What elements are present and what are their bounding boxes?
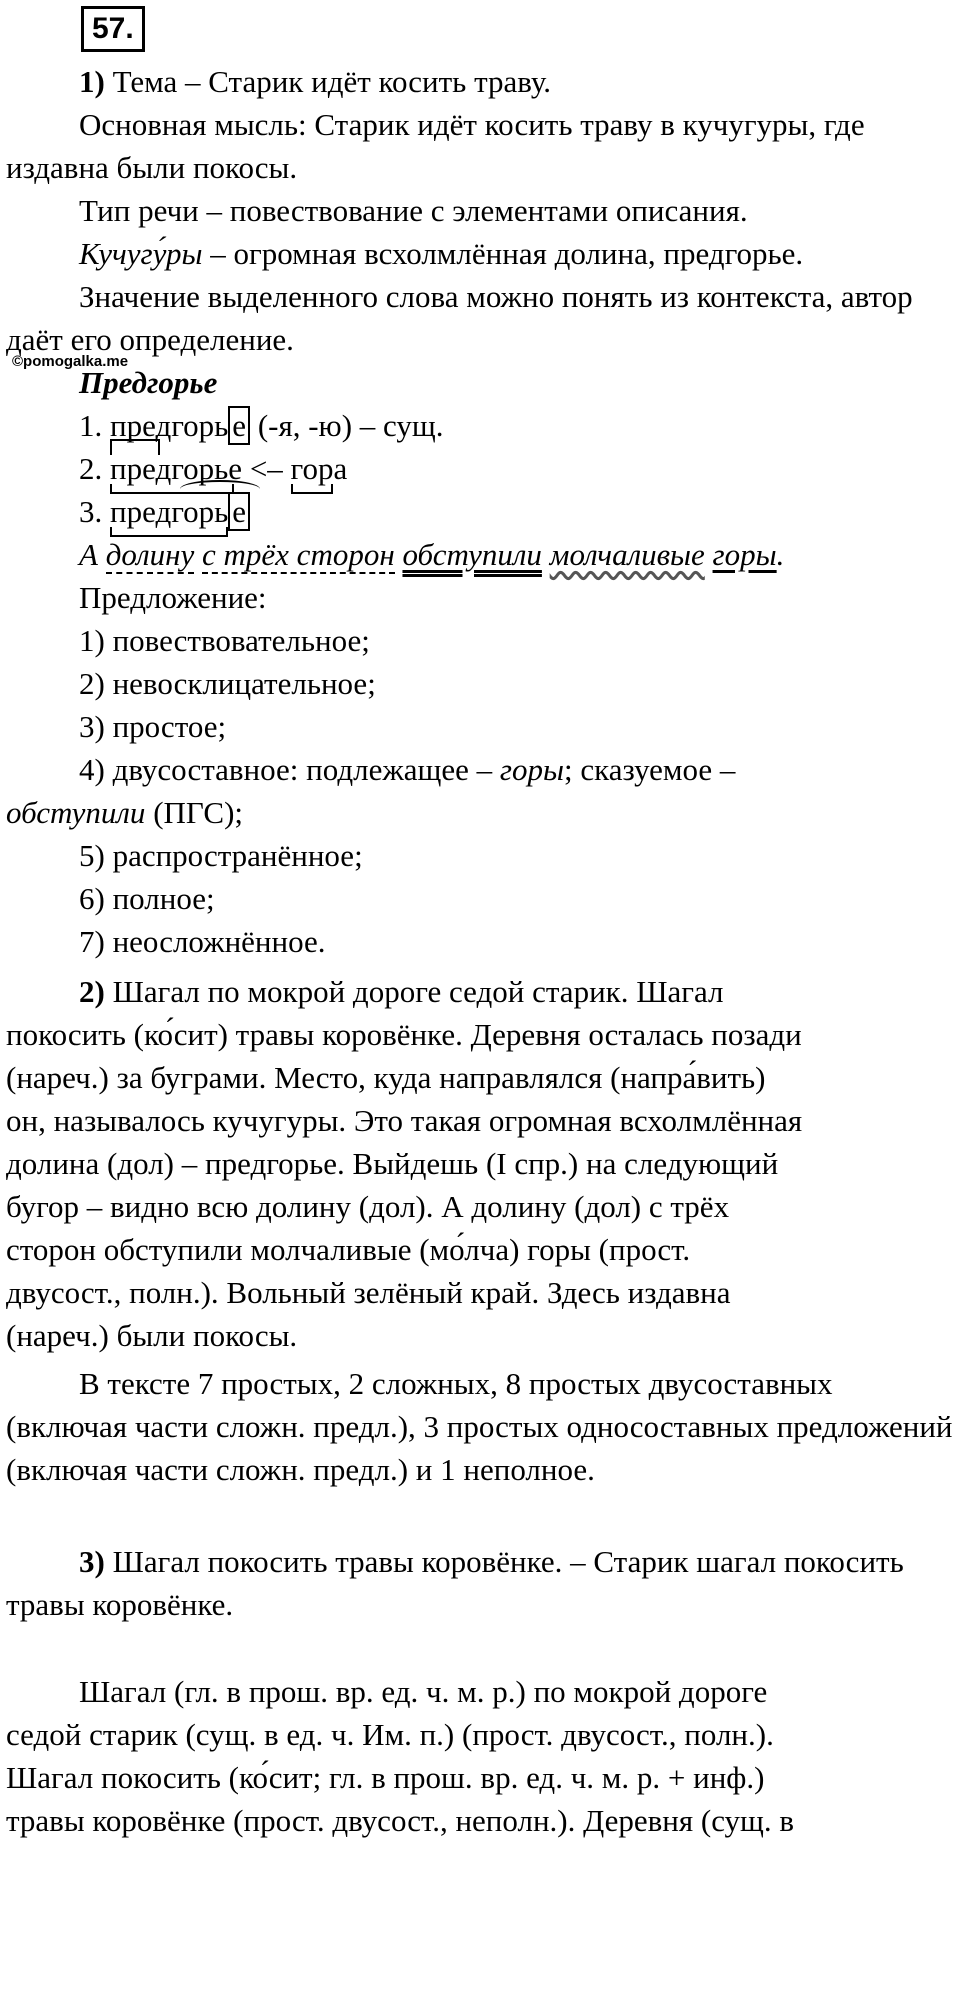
pred-label: Предложение: [79,580,267,615]
s-dolinu: долину [105,537,195,572]
s-obstupili: обступили [402,537,542,572]
watermark-logo: ©pomogalka.me [12,353,129,370]
w3-word-wrap [110,490,228,533]
w1-prefix: 1. [79,408,110,443]
prefix-mark [110,439,160,455]
s-a: А [79,537,106,572]
word-heading-text: Предгорье [79,365,218,400]
part2-text [6,970,954,1357]
pred-item-2: 2) невосклицательное; [79,666,376,701]
s-s-treh-storon: с трёх сторон [202,537,395,572]
w2-prefix: 2. [79,451,110,486]
item4-b: ; сказуемое – [564,752,736,787]
p2-line-1 [6,970,954,1013]
root-arc-mark [180,480,260,498]
term-definition [6,232,954,275]
s-molchalivye: молчаливые [549,537,705,572]
part3-text [6,1540,954,1626]
word-heading [6,361,960,404]
task-number: 57. [81,6,145,52]
item4-gory: горы [499,752,564,787]
p3-line-2: седой старик (сущ. в ед. ч. Им. п.) (прост. двусост., полн.). [6,1717,774,1752]
part2-label: 2) [79,974,105,1009]
w3-ending-box: е [228,492,250,531]
w1-word: предгорь [110,408,229,443]
s-dot: . [776,537,785,572]
pred-item-7: 7) неосложнённое. [79,924,326,959]
pred-item-5: 5) распространённое; [79,838,363,873]
p2-line-2: покосить (ко́сит) травы коровёнке. Деревня осталась позади [6,1017,802,1052]
w1-rest: (-я, -ю) – сущ. [250,408,444,443]
pred-item-1: 1) повествовательное; [79,623,370,658]
main-idea: Основная мысль: Старик идёт косить траву в кучугуры, где издавна были покосы. [6,107,865,185]
p2-line-8: двусост., полн.). Вольный зелёный край. Здесь издавна [6,1275,731,1310]
pred-item-6: 6) полное; [79,881,215,916]
item4-obst: обступили [6,795,146,830]
w2-root: гора [290,451,348,486]
p3-line-1: Шагал (гл. в прош. вр. ед. ч. м. р.) по мокрой дороге [79,1674,768,1709]
item4-c: (ПГС); [145,795,244,830]
w2-root-wrap [291,447,348,490]
part3-body: Шагал покосить травы коровёнке. – Старик шагал покосить травы коровёнке. [6,1544,904,1622]
p2-line-7: сторон обступили молчаливые (мо́лча) горы (прост. [6,1232,691,1267]
p2-line-3: (нареч.) за буграми. Место, куда направлялся (напра́вить) [6,1060,766,1095]
p2-line-9: (нареч.) были покосы. [6,1318,298,1353]
w2-rest: <– [242,451,291,486]
word-analysis-3 [6,490,960,533]
part3-label: 3) [79,1544,105,1579]
part1-label: 1) [79,64,105,99]
p2-l1: Шагал по мокрой дороге седой старик. Шагал [112,974,724,1009]
item4-a: 4) двусоставное: подлежащее – [79,752,500,787]
p2-line-5: долина (дол) – предгорье. Выйдешь (I спр.) на следующий [6,1146,779,1181]
p2-line-6: бугор – видно всю долину (дол). А долину (дол) с трёх [6,1189,730,1224]
w3-prefix: 3. [79,494,110,529]
w1-ending-box: е [228,406,250,445]
s-gory: горы [712,537,777,572]
p2-line-4: он, называлось кучугуры. Это такая огромная всхолмлённая [6,1103,803,1138]
pred-item-3: 3) простое; [79,709,227,744]
theme-line [6,60,954,103]
pred-item-4 [6,748,954,834]
part2-stats: В тексте 7 простых, 2 сложных, 8 простых двусоставных (включая части сложн. предл.), 3 простых односоставных предложений (включая части сложн. предл.) и 1 неполное. [6,1366,953,1487]
word-analysis-2 [6,447,960,490]
term-def: – огромная всхолмлённая долина, предгорье. [202,236,804,271]
meaning-text: Значение выделенного слова можно понять из контекста, автор даёт его определение. [6,279,913,357]
p3-line-3: Шагал покосить (ко́сит; гл. в прош. вр. ед. ч. м. р. + инф.) [6,1760,765,1795]
term-word: Кучугу́ры [79,236,203,271]
speech-type: Тип речи – повествование с элементами описания. [79,193,748,228]
w3-word: предгорь [110,494,229,529]
part3-analysis [6,1670,954,1842]
parsed-sentence [6,533,960,576]
p3-line-4: травы коровёнке (прост. двусост., неполн.). Деревня (сущ. в [6,1803,795,1838]
theme-text: Тема – Старик идёт косить траву. [112,64,551,99]
w2-word: предгорье [110,451,243,486]
